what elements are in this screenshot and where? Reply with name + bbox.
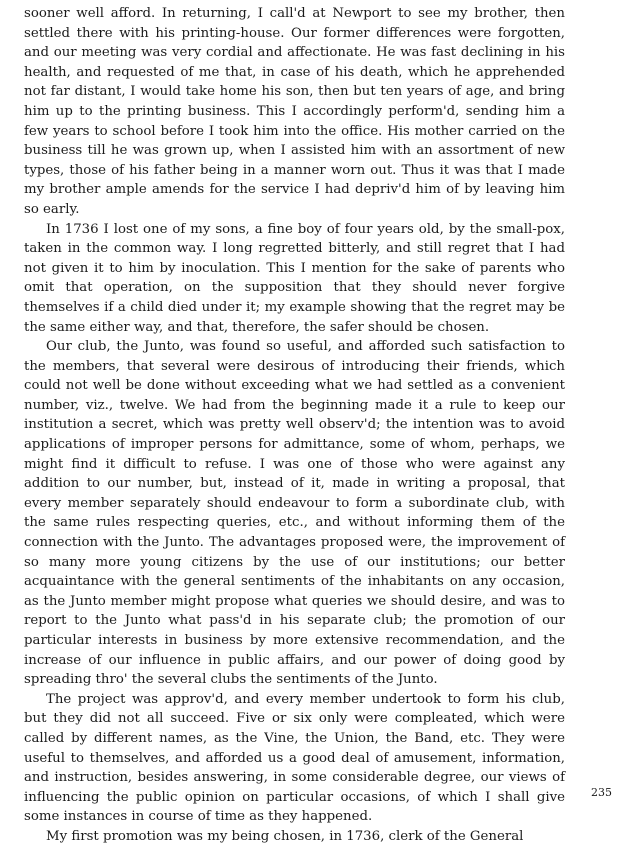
paragraph-junto: Our club, the Junto, was found so useful, and afforded such satisfaction to the members, that several were desirous of introducing their friends, which could not well be done without exceeding what we had settled as a convenient number, viz., twelve. We had from the beginning made it a rule to keep our institution a secret, which was pretty well observ'd; the intention was to avoid applications of improper persons for admittance, some of whom, perhaps, we might find it difficult to refuse. I was one of those who were against any addition to our number, but, instead of it, made in writing a proposal, that every member separately should endeavour to form a subordinate club, with the same rules respecting queries, etc., and without informing them of the connection with the Junto. The advantages proposed were, the improvement of so many more young citizens by the use of our institutions; our better acquaintance with the general sentiments of the inhabitants on any occasion, as the Junto member might propose what queries we should desire, and was to report to the Junto what pass'd in his separate club; the promotion of our particular interests in business by more extensive recommendation, and the increase of our influence in public affairs, and our power of doing good by spreading thro' the several clubs the sentiments of the Junto. — [24, 339, 565, 688]
page-body — [24, 4, 565, 847]
paragraph-clubs: The project was approv'd, and every member undertook to form his club, but they did not all succeed. Five or six only were compleated, which were called by different names, as the Vine, the Union, the Band, etc. They were useful to themselves, and afforded us a good deal of amusement, information, and instruction, besides answering, in some considerable degree, our views of influencing the public opinion on particular occasions, of which I shall give some instances in course of time as they happened. — [24, 691, 565, 825]
paragraph-promotion: My first promotion was my being chosen, in 1736, clerk of the General — [46, 828, 524, 844]
paragraph-continuation: sooner well afford. In returning, I call'd at Newport to see my brother, then settled there with his printing-house. Our former differences were forgotten, and our meeting was very cordial and affectionate. He was fast declining in his health, and requested of me that, in case of his death, which he apprehended not far distant, I would take home his son, then but ten years of age, and bring him up to the printing business. This I accordingly perform'd, sending him a few years to school before I took him into the office. His mother carried on the business till he was grown up, when I assisted him with an assortment of new types, those of his father being in a manner worn out. Thus it was that I made my brother ample amends for the service I had depriv'd him of by leaving him so early. — [24, 6, 565, 217]
paragraph-smallpox: In 1736 I lost one of my sons, a fine boy of four years old, by the small-pox, taken in the common way. I long regretted bitterly, and still regret that I had not given it to him by inoculation. This I mention for the sake of parents who omit that operation, on the supposition that they should never forgive themselves if a child died under it; my example showing that the regret may be the same either way, and that, therefore, the safer should be chosen. — [24, 221, 565, 335]
page-number: 235 — [591, 786, 612, 799]
